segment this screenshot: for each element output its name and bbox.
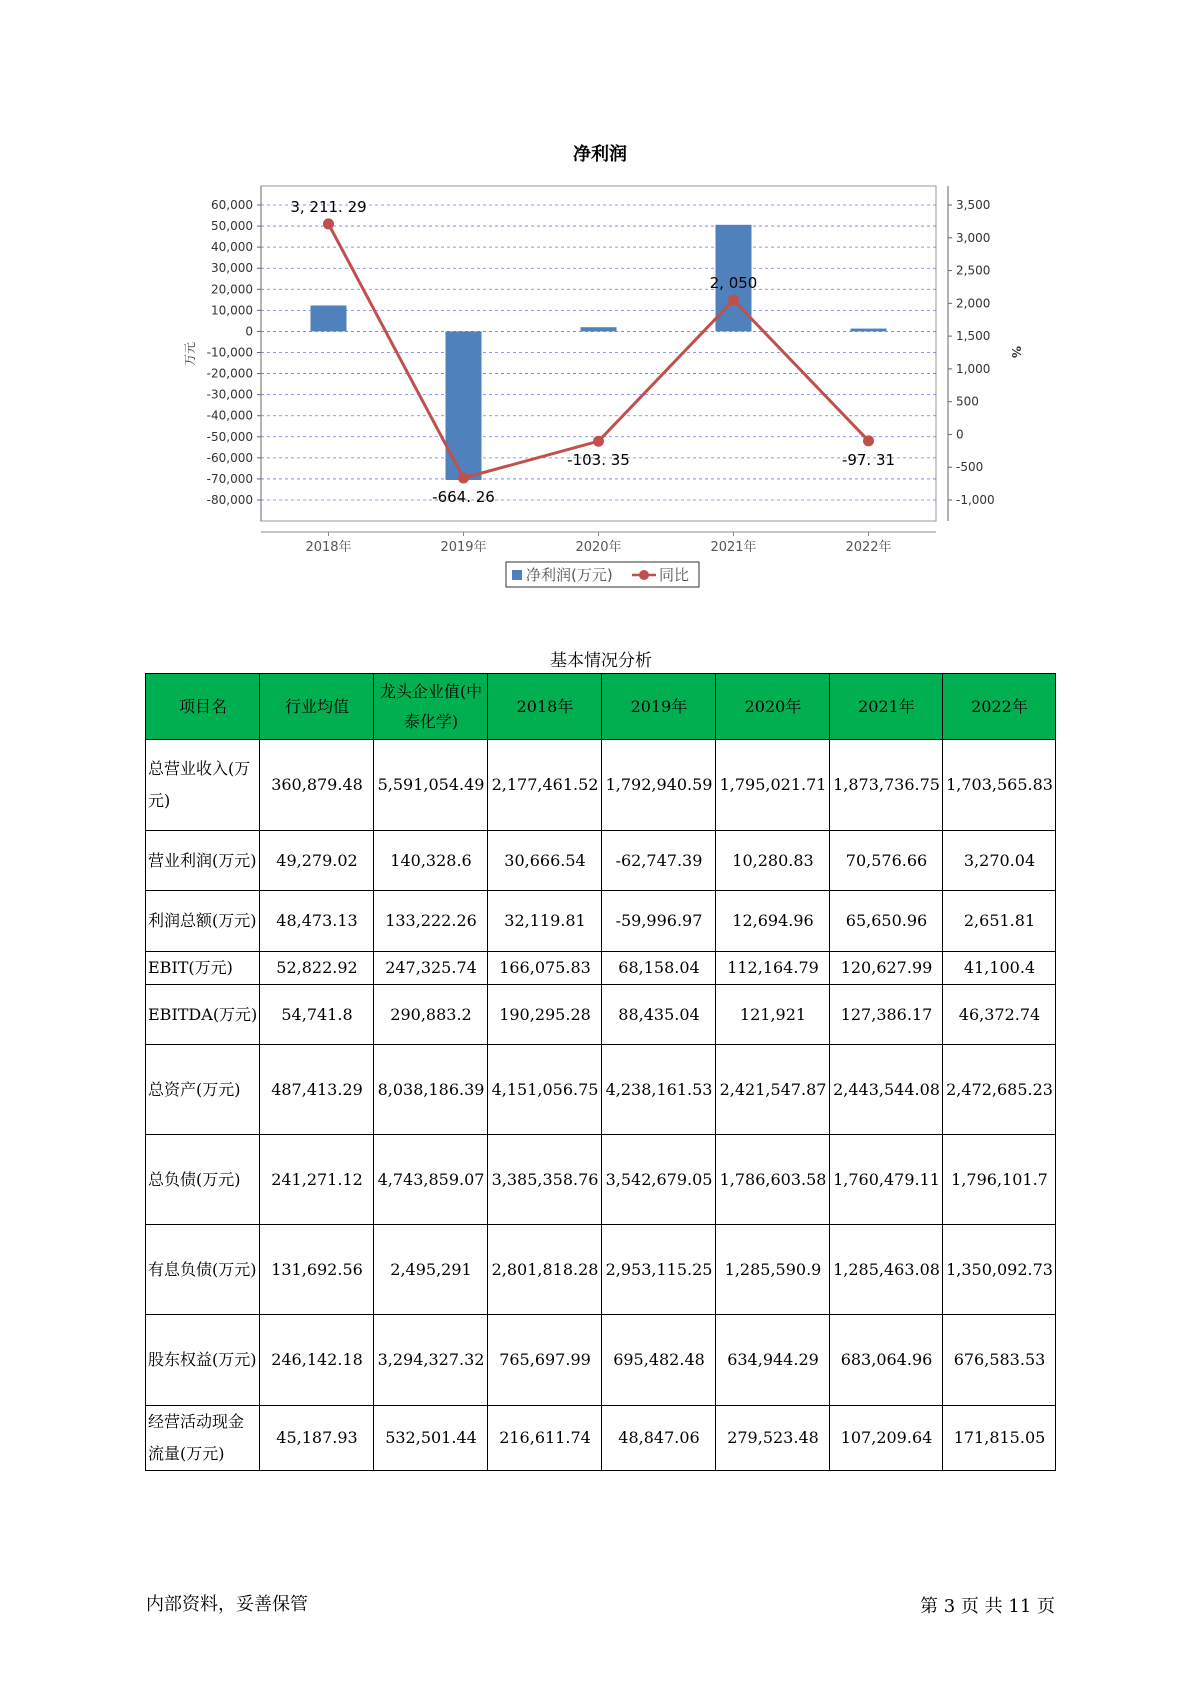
value-cell: 2,443,544.08 [830, 1045, 943, 1135]
right-tick-label: -500 [956, 460, 984, 475]
value-cell: 1,285,463.08 [830, 1225, 943, 1315]
value-cell: 4,743,859.07 [374, 1135, 488, 1225]
legend-bar-label: 净利润(万元) [526, 566, 613, 584]
value-cell: 4,238,161.53 [602, 1045, 716, 1135]
row-label-cell: EBITDA(万元) [146, 985, 260, 1045]
left-tick-label: -40,000 [206, 408, 253, 423]
table-caption: 基本情况分析 [550, 651, 652, 671]
left-tick-label: 20,000 [211, 282, 253, 297]
left-tick-label: 10,000 [211, 303, 253, 318]
x-tick-label: 2018年 [305, 540, 352, 555]
left-tick-label: 60,000 [211, 198, 253, 212]
value-cell: 30,666.54 [488, 831, 602, 891]
value-cell: 68,158.04 [602, 952, 716, 985]
right-tick-label: 2,500 [956, 263, 991, 278]
value-cell: 131,692.56 [260, 1225, 374, 1315]
yoy-point [458, 472, 469, 483]
value-cell: 683,064.96 [830, 1315, 943, 1406]
chart-title: 净利润 [573, 144, 627, 165]
value-cell: 5,591,054.49 [374, 740, 488, 831]
legend [506, 562, 699, 587]
value-cell: 216,611.74 [488, 1406, 602, 1471]
yoy-point [728, 295, 739, 306]
yoy-point [863, 435, 874, 446]
value-cell: 3,542,679.05 [602, 1135, 716, 1225]
row-label-cell: 经营活动现金流量(万元) [146, 1406, 260, 1471]
net-profit-bar [446, 331, 482, 480]
row-label-cell: 总资产(万元) [146, 1045, 260, 1135]
table-header-row [146, 674, 1056, 740]
value-cell: 1,796,101.7 [943, 1135, 1056, 1225]
left-tick-label: 40,000 [211, 240, 253, 255]
value-cell: 2,177,461.52 [488, 740, 602, 831]
right-tick-label: -1,000 [956, 493, 995, 507]
left-tick-label: -30,000 [206, 387, 253, 402]
header-cell: 项目名 [146, 674, 260, 740]
left-tick-label: -80,000 [206, 493, 253, 507]
row-label-cell: 股东权益(万元) [146, 1315, 260, 1406]
table-row [146, 891, 1056, 952]
right-tick-label: 2,000 [956, 296, 991, 311]
left-tick-label: 50,000 [211, 219, 253, 234]
value-cell: 10,280.83 [716, 831, 830, 891]
x-tick-label: 2021年 [710, 540, 757, 555]
value-cell: 2,472,685.23 [943, 1045, 1056, 1135]
value-cell: 2,495,291 [374, 1225, 488, 1315]
row-label-cell: 总营业收入(万元) [146, 740, 260, 831]
value-cell: 1,873,736.75 [830, 740, 943, 831]
value-cell: 3,385,358.76 [488, 1135, 602, 1225]
yoy-data-label: 3, 211. 29 [290, 197, 367, 216]
value-cell: 52,822.92 [260, 952, 374, 985]
x-tick-label: 2022年 [845, 540, 892, 555]
value-cell: 360,879.48 [260, 740, 374, 831]
net-profit-bar [581, 327, 617, 331]
value-cell: 12,694.96 [716, 891, 830, 952]
net-profit-chart [0, 0, 1191, 600]
left-tick-label: -20,000 [206, 366, 253, 381]
value-cell: 88,435.04 [602, 985, 716, 1045]
row-label-cell: EBIT(万元) [146, 952, 260, 985]
value-cell: 1,786,603.58 [716, 1135, 830, 1225]
value-cell: 190,295.28 [488, 985, 602, 1045]
value-cell: 290,883.2 [374, 985, 488, 1045]
value-cell: 65,650.96 [830, 891, 943, 952]
legend-line-label: 同比 [659, 566, 690, 584]
value-cell: 70,576.66 [830, 831, 943, 891]
value-cell: 112,164.79 [716, 952, 830, 985]
right-tick-label: 3,000 [956, 230, 991, 245]
row-label-cell: 利润总额(万元) [146, 891, 260, 952]
value-cell: 634,944.29 [716, 1315, 830, 1406]
yoy-data-label: -664. 26 [432, 487, 495, 506]
right-axis [948, 186, 995, 521]
footer-page-number: 第 3 页 共 11 页 [920, 1596, 1055, 1617]
left-axis-label: 万元 [183, 341, 197, 367]
value-cell: 279,523.48 [716, 1406, 830, 1471]
net-profit-bar [311, 306, 347, 332]
value-cell: 1,795,021.71 [716, 740, 830, 831]
left-tick-label: 30,000 [211, 261, 253, 276]
legend-line-marker [639, 570, 649, 580]
x-tick-label: 2019年 [440, 540, 487, 555]
header-cell: 行业均值 [260, 674, 374, 740]
row-label-cell: 营业利润(万元) [146, 831, 260, 891]
value-cell: 48,847.06 [602, 1406, 716, 1471]
table-row [146, 1225, 1056, 1315]
yoy-point [323, 218, 334, 229]
row-label-cell: 总负债(万元) [146, 1135, 260, 1225]
right-tick-label: 1,000 [956, 361, 991, 376]
header-cell: 龙头企业值(中泰化学) [374, 674, 488, 740]
value-cell: 532,501.44 [374, 1406, 488, 1471]
table-row [146, 1045, 1056, 1135]
value-cell: 121,921 [716, 985, 830, 1045]
value-cell: 3,294,327.32 [374, 1315, 488, 1406]
header-cell: 2019年 [602, 674, 716, 740]
header-cell: 2018年 [488, 674, 602, 740]
right-axis-label: % [1009, 345, 1023, 359]
left-tick-label: -60,000 [206, 450, 253, 465]
header-cell: 2021年 [830, 674, 943, 740]
table-row [146, 1315, 1056, 1406]
x-axis-ticks [305, 532, 891, 555]
right-tick-label: 500 [956, 394, 979, 409]
net-profit-bar [851, 329, 887, 332]
table-row [146, 831, 1056, 891]
left-tick-label: -10,000 [206, 345, 253, 360]
left-tick-label: -50,000 [206, 429, 253, 444]
value-cell: 247,325.74 [374, 952, 488, 985]
value-cell: 171,815.05 [943, 1406, 1056, 1471]
value-cell: 765,697.99 [488, 1315, 602, 1406]
value-cell: 1,350,092.73 [943, 1225, 1056, 1315]
value-cell: 54,741.8 [260, 985, 374, 1045]
table-row [146, 740, 1056, 831]
basic-analysis-table [145, 673, 1056, 1471]
table-row [146, 1135, 1056, 1225]
value-cell: 49,279.02 [260, 831, 374, 891]
plot-area [261, 186, 936, 521]
value-cell: 48,473.13 [260, 891, 374, 952]
legend-bar-swatch [512, 570, 522, 580]
value-cell: 8,038,186.39 [374, 1045, 488, 1135]
value-cell: 3,270.04 [943, 831, 1056, 891]
value-cell: 4,151,056.75 [488, 1045, 602, 1135]
right-tick-label: 1,500 [956, 329, 991, 344]
x-tick-label: 2020年 [575, 540, 622, 555]
value-cell: 1,792,940.59 [602, 740, 716, 831]
footer-confidential-note: 内部资料，妥善保管 [146, 1594, 308, 1615]
value-cell: 2,651.81 [943, 891, 1056, 952]
value-cell: 120,627.99 [830, 952, 943, 985]
value-cell: 2,801,818.28 [488, 1225, 602, 1315]
value-cell: 1,760,479.11 [830, 1135, 943, 1225]
right-tick-label: 0 [956, 427, 964, 442]
yoy-data-label: -103. 35 [567, 451, 630, 470]
value-cell: 140,328.6 [374, 831, 488, 891]
left-tick-label: -70,000 [206, 471, 253, 486]
left-tick-label: 0 [245, 324, 253, 339]
table-row [146, 952, 1056, 985]
value-cell: 1,703,565.83 [943, 740, 1056, 831]
value-cell: 133,222.26 [374, 891, 488, 952]
value-cell: 487,413.29 [260, 1045, 374, 1135]
table-row [146, 1406, 1056, 1471]
table-row [146, 985, 1056, 1045]
value-cell: 1,285,590.9 [716, 1225, 830, 1315]
value-cell: 2,421,547.87 [716, 1045, 830, 1135]
value-cell: 166,075.83 [488, 952, 602, 985]
value-cell: 46,372.74 [943, 985, 1056, 1045]
value-cell: 246,142.18 [260, 1315, 374, 1406]
value-cell: 127,386.17 [830, 985, 943, 1045]
header-cell: 2022年 [943, 674, 1056, 740]
value-cell: 32,119.81 [488, 891, 602, 952]
right-tick-label: 3,500 [956, 198, 991, 212]
value-cell: 695,482.48 [602, 1315, 716, 1406]
yoy-point [593, 436, 604, 447]
yoy-data-label: 2, 050 [709, 274, 758, 293]
value-cell: 41,100.4 [943, 952, 1056, 985]
left-axis [207, 186, 261, 521]
value-cell: 2,953,115.25 [602, 1225, 716, 1315]
value-cell: 107,209.64 [830, 1406, 943, 1471]
table-body [146, 740, 1056, 1471]
yoy-data-label: -97. 31 [841, 450, 896, 469]
value-cell: -59,996.97 [602, 891, 716, 952]
value-cell: 45,187.93 [260, 1406, 374, 1471]
value-cell: 241,271.12 [260, 1135, 374, 1225]
row-label-cell: 有息负债(万元) [146, 1225, 260, 1315]
value-cell: 676,583.53 [943, 1315, 1056, 1406]
value-cell: -62,747.39 [602, 831, 716, 891]
header-cell: 2020年 [716, 674, 830, 740]
